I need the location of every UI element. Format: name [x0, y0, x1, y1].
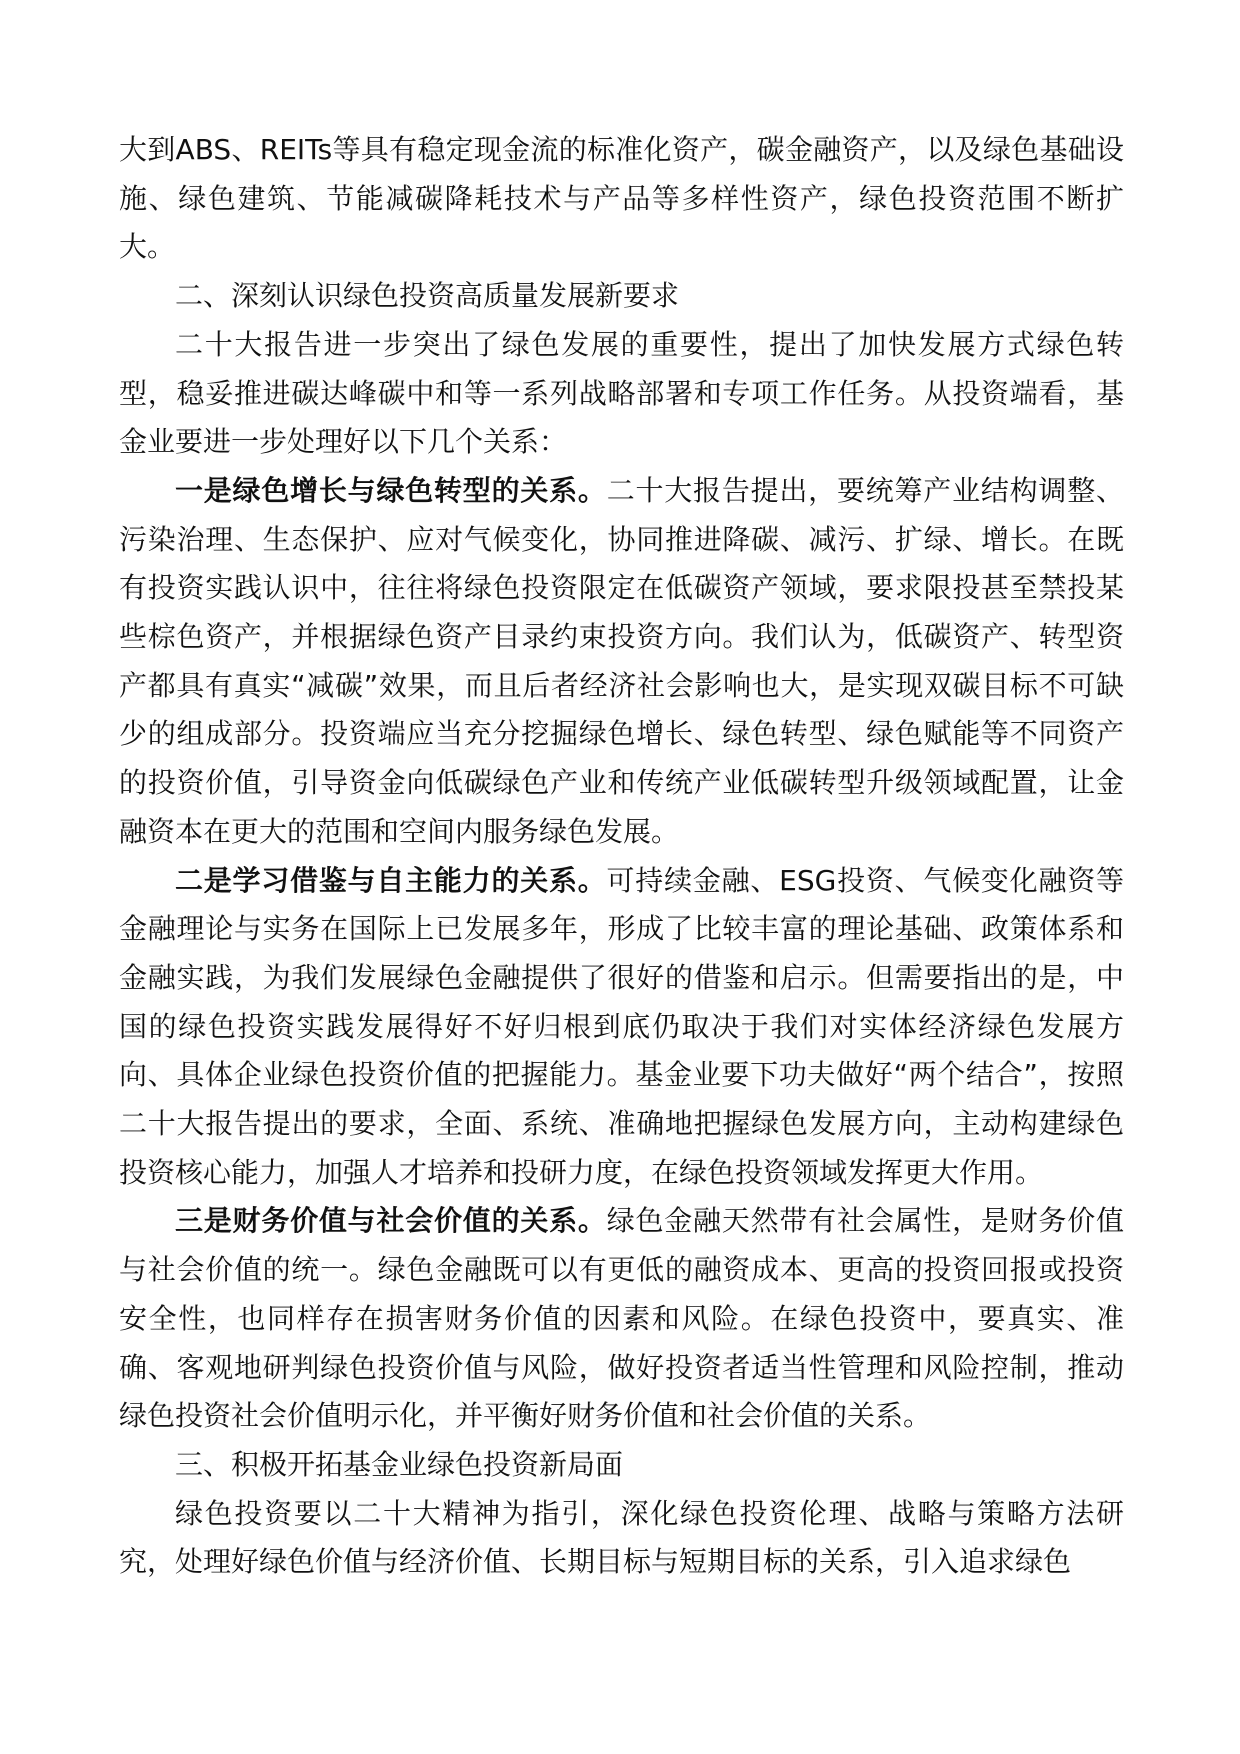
paragraph-point-2: [119, 857, 1124, 1198]
paragraph-lead: 三是财务价值与社会价值的关系。: [175, 1204, 607, 1238]
paragraph-text: 绿色金融天然带有社会属性，是财务价值与社会价值的统一。绿色金融既可以有更低的融资成本、更高的投资回报或投资安全性，也同样存在损害财务价值的因素和风险。在绿色投资中，要真实、准确、客观地研判绿色投资价值与风险，做好投资者适当性管理和风险控制，推动绿色投资社会价值明示化，并平衡好财务价值和社会价值的关系。: [119, 1204, 1124, 1433]
paragraph-point-1: [119, 467, 1124, 857]
paragraph-text: 二十大报告提出，要统筹产业结构调整、污染治理、生态保护、应对气候变化，协同推进降碳、减污、扩绿、增长。在既有投资实践认识中，往往将绿色投资限定在低碳资产领域，要求限投甚至禁投某些棕色资产，并根据绿色资产目录约束投资方向。我们认为，低碳资产、转型资产都具有真实“减碳”效果，而且后者经济社会影响也大，是实现双碳目标不可缺少的组成部分。投资端应当充分挖掘绿色增长、绿色转型、绿色赋能等不同资产的投资价值，引导资金向低碳绿色产业和传统产业低碳转型升级领域配置，让金融资本在更大的范围和空间内服务绿色发展。: [119, 473, 1124, 848]
paragraph-continuation: [119, 126, 1124, 272]
paragraph-point-3: [119, 1197, 1124, 1441]
paragraph-text: 大到ABS、REITs等具有稳定现金流的标准化资产，碳金融资产，以及绿色基础设施、绿色建筑、节能减碳降耗技术与产品等多样性资产，绿色投资范围不断扩大。: [119, 133, 1124, 264]
paragraph-lead: 一是绿色增长与绿色转型的关系。: [175, 473, 607, 507]
paragraph-closing: [119, 1490, 1124, 1587]
document-body: [119, 126, 1124, 1587]
paragraph-text: 绿色投资要以二十大精神为指引，深化绿色投资伦理、战略与策略方法研究，处理好绿色价值与经济价值、长期目标与短期目标的关系，引入追求绿色: [119, 1496, 1124, 1579]
section-heading-2: [119, 272, 1124, 321]
section-heading-3: [119, 1441, 1124, 1490]
section-heading-text: 三、积极开拓基金业绿色投资新局面: [175, 1447, 624, 1481]
section-heading-text: 二、深刻认识绿色投资高质量发展新要求: [175, 279, 680, 313]
paragraph-text: 可持续金融、ESG投资、气候变化融资等金融理论与实务在国际上已发展多年，形成了比较丰富的理论基础、政策体系和金融实践，为我们发展绿色金融提供了很好的借鉴和启示。但需要指出的是，中国的绿色投资实践发展得好不好归根到底仍取决于我们对实体经济绿色发展方向、具体企业绿色投资价值的把握能力。基金业要下功夫做好“两个结合”，按照二十大报告提出的要求，全面、系统、准确地把握绿色发展方向，主动构建绿色投资核心能力，加强人才培养和投研力度，在绿色投资领域发挥更大作用。: [119, 863, 1124, 1189]
paragraph-lead: 二是学习借鉴与自主能力的关系。: [175, 863, 607, 897]
paragraph-intro: [119, 321, 1124, 467]
paragraph-text: 二十大报告进一步突出了绿色发展的重要性，提出了加快发展方式绿色转型，稳妥推进碳达峰碳中和等一系列战略部署和专项工作任务。从投资端看，基金业要进一步处理好以下几个关系：: [119, 327, 1124, 459]
